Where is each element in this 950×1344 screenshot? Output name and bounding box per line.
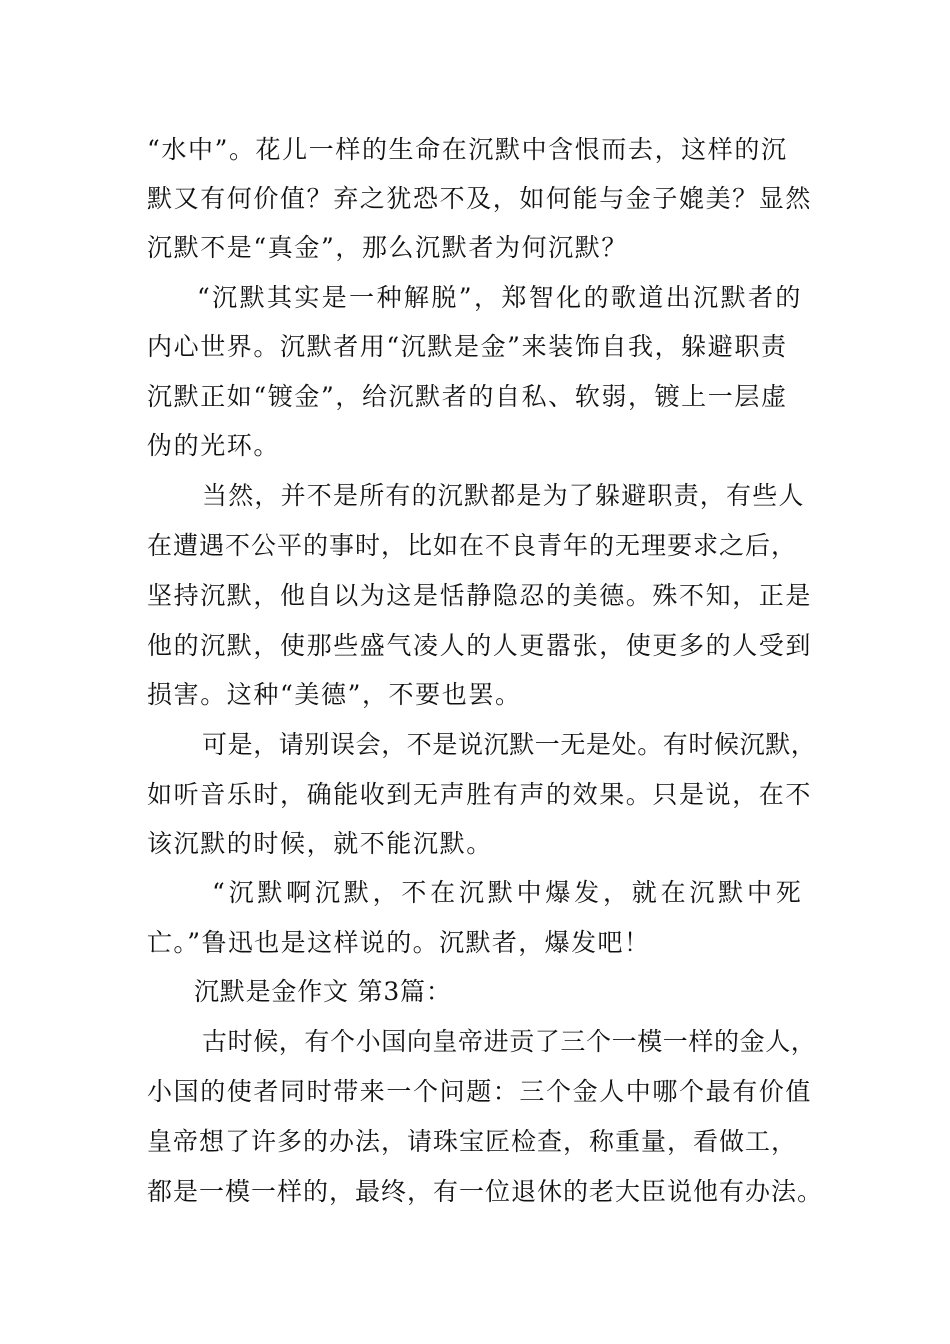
text-line: 损害。这种“美德”，不要也罢。	[147, 680, 522, 709]
text-line: “沉默其实是一种解脱”，郑智化的歌道出沉默者的	[197, 283, 803, 312]
text-line: 古时候，有个小国向皇帝进贡了三个一模一样的金人，	[202, 1027, 817, 1056]
text-line: 该沉默的时候，就不能沉默。	[147, 829, 493, 858]
text-line: 默又有何价值？弃之犹恐不及，如何能与金子媲美？显然	[147, 184, 813, 213]
text-line: 沉默正如“镀金”，给沉默者的自私、软弱，镀上一层虚	[147, 382, 788, 411]
text-line: 皇帝想了许多的办法，请珠宝匠检查，称重量，看做工，	[147, 1127, 798, 1156]
text-line: 沉默不是“真金”，那么沉默者为何沉默？	[147, 233, 628, 262]
text-line: 都是一模一样的，最终，有一位退休的老大臣说他有办法。	[147, 1177, 824, 1206]
text-line: 亡。”鲁迅也是这样说的。沉默者，爆发吧！	[147, 928, 651, 957]
text-line: 坚持沉默，他自以为这是恬静隐忍的美德。殊不知，正是	[147, 581, 813, 610]
text-line: 如听音乐时，确能收到无声胜有声的效果。只是说，在不	[147, 780, 813, 809]
text-line: 内心世界。沉默者用“沉默是金”来装饰自我，躲避职责	[147, 332, 788, 361]
text-line: 他的沉默，使那些盛气凌人的人更嚣张，使更多的人受到	[147, 631, 813, 660]
text-line: “水中”。花儿一样的生命在沉默中含恨而去，这样的沉	[147, 135, 788, 164]
text-line: 在遭遇不公平的事时，比如在不良青年的无理要求之后，	[147, 531, 798, 560]
text-line: 当然，并不是所有的沉默都是为了躲避职责，有些人	[202, 481, 805, 510]
text-line: “沉默啊沉默，不在沉默中爆发，就在沉默中死	[212, 878, 805, 907]
text-line: 小国的使者同时带来一个问题：三个金人中哪个最有价值	[147, 1077, 813, 1106]
text-line: 可是，请别误会，不是说沉默一无是处。有时候沉默，	[202, 730, 817, 759]
section-heading: 沉默是金作文 第3篇：	[194, 977, 452, 1006]
text-line: 伪的光环。	[147, 431, 281, 460]
